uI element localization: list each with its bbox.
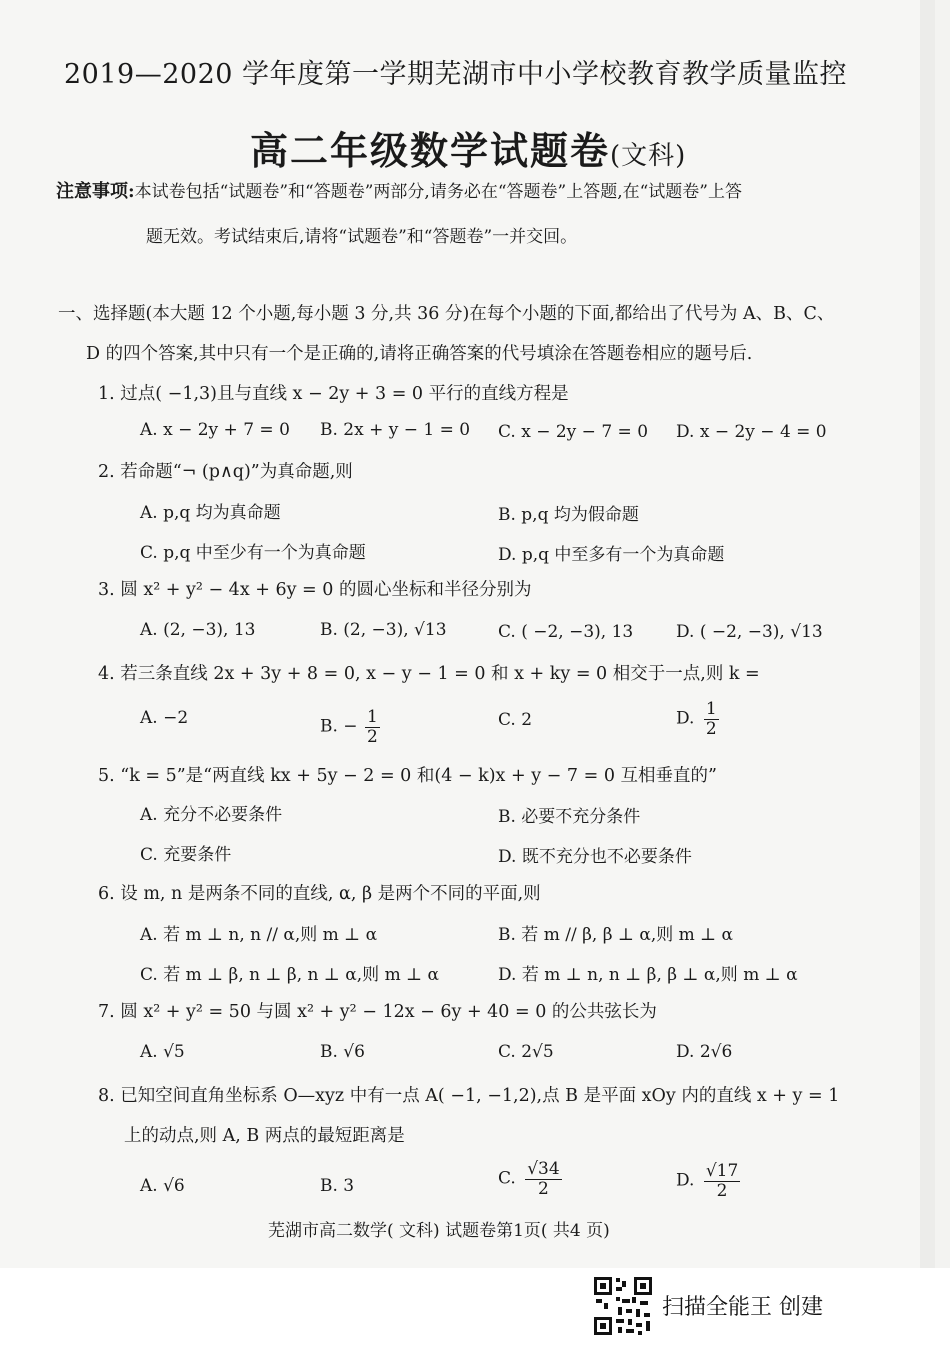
- fraction-denominator: 2: [366, 726, 378, 747]
- question-6-option-d: D. 若 m ⊥ n, n ⊥ β, β ⊥ α,则 m ⊥ α: [498, 965, 798, 985]
- question-4-option-a: A. −2: [140, 708, 189, 728]
- question-1-option-c: C. x − 2y − 7 = 0: [498, 422, 649, 442]
- fraction-denominator: 2: [705, 718, 717, 739]
- question-1-option-b: B. 2x + y − 1 = 0: [320, 420, 471, 440]
- question-8-option-d-label: D.: [676, 1170, 695, 1191]
- question-8-option-c: [498, 1160, 562, 1198]
- page-footer: 芜湖市高二数学( 文科) 试题卷第1页( 共4 页): [268, 1221, 610, 1241]
- question-7-option-b: B. √6: [320, 1042, 365, 1062]
- qr-code-icon: [592, 1275, 654, 1337]
- exam-subject: (文科): [610, 141, 687, 171]
- scanner-brand-text: 扫描全能王 创建: [662, 1295, 823, 1320]
- notice-text-1: 本试卷包括“试题卷”和“答题卷”两部分,请务必在“答题卷”上答题,在“试题卷”上答: [134, 182, 742, 202]
- question-4-option-d-label: D.: [676, 708, 695, 729]
- question-1-stem: 1. 过点( −1,3)且与直线 x − 2y + 3 = 0 平行的直线方程是: [98, 384, 569, 404]
- question-5-option-c: C. 充要条件: [140, 845, 232, 865]
- notice-line-1: [56, 177, 742, 203]
- question-5-stem: 5. “k = 5”是“两直线 kx + 5y − 2 = 0 和(4 − k)x + y − 7 = 0 互相垂直的”: [98, 766, 717, 786]
- fraction: [704, 700, 719, 738]
- notice-line-2: 题无效。考试结束后,请将“试题卷”和“答题卷”一并交回。: [146, 227, 578, 247]
- question-4-option-b-label: B. −: [320, 716, 358, 737]
- question-1-option-a: A. x − 2y + 7 = 0: [140, 420, 290, 440]
- question-2-option-b: B. p,q 均为假命题: [498, 505, 639, 525]
- question-8-stem: 8. 已知空间直角坐标系 O—xyz 中有一点 A( −1, −1,2),点 B 是平面 xOy 内的直线 x + y = 1: [98, 1086, 840, 1106]
- section-instructions-1: 一、选择题(本大题 12 个小题,每小题 3 分,共 36 分)在每个小题的下面,都给出了代号为 A、B、C、: [58, 304, 835, 324]
- fraction-numerator: √34: [527, 1159, 560, 1179]
- question-3-option-c: C. ( −2, −3), 13: [498, 622, 634, 642]
- question-3-option-a: A. (2, −3), 13: [140, 620, 256, 640]
- question-4-option-d: [676, 700, 719, 738]
- question-4-option-b: [320, 708, 380, 746]
- question-8-option-b: B. 3: [320, 1176, 355, 1196]
- question-2-stem: 2. 若命题“¬ (p∧q)”为真命题,则: [98, 462, 353, 482]
- fraction: [704, 1162, 740, 1200]
- question-1-option-d: D. x − 2y − 4 = 0: [676, 422, 827, 442]
- question-7-stem: 7. 圆 x² + y² = 50 与圆 x² + y² − 12x − 6y + 40 = 0 的公共弦长为: [98, 1002, 657, 1022]
- question-3-option-b: B. (2, −3), √13: [320, 620, 447, 640]
- question-6-option-c: C. 若 m ⊥ β, n ⊥ β, n ⊥ α,则 m ⊥ α: [140, 965, 439, 985]
- question-4-option-c: C. 2: [498, 710, 533, 730]
- section-instructions-2: D 的四个答案,其中只有一个是正确的,请将正确答案的代号填涂在答题卷相应的题号后.: [86, 344, 753, 364]
- fraction: [365, 708, 380, 746]
- question-7-option-d: D. 2√6: [676, 1042, 733, 1062]
- notice-label: 注意事项:: [56, 181, 135, 202]
- question-8-option-c-label: C.: [498, 1168, 516, 1189]
- question-6-option-a: A. 若 m ⊥ n, n // α,则 m ⊥ α: [140, 925, 378, 945]
- question-2-option-d: D. p,q 中至多有一个为真命题: [498, 545, 725, 565]
- exam-title: [250, 120, 686, 175]
- fraction-denominator: 2: [538, 1178, 549, 1199]
- fraction: [525, 1160, 561, 1198]
- fraction-numerator: 1: [366, 707, 378, 727]
- fraction-numerator: 1: [705, 699, 717, 719]
- question-8-option-a: A. √6: [140, 1176, 185, 1196]
- question-8-option-d: [676, 1162, 740, 1200]
- exam-title-text: 高二年级数学试题卷: [250, 128, 611, 173]
- fraction-numerator: √17: [705, 1161, 739, 1181]
- question-4-stem: 4. 若三条直线 2x + 3y + 8 = 0, x − y − 1 = 0 和 x + ky = 0 相交于一点,则 k =: [98, 664, 760, 684]
- question-5-option-d: D. 既不充分也不必要条件: [498, 847, 692, 867]
- fraction-denominator: 2: [716, 1180, 728, 1201]
- page-edge: [920, 0, 935, 1268]
- question-2-option-a: A. p,q 均为真命题: [140, 503, 281, 523]
- question-2-option-c: C. p,q 中至少有一个为真命题: [140, 543, 366, 563]
- exam-header-line: 2019—2020 学年度第一学期芜湖市中小学校教育教学质量监控: [64, 59, 848, 90]
- question-7-option-a: A. √5: [140, 1042, 185, 1062]
- question-6-stem: 6. 设 m, n 是两条不同的直线, α, β 是两个不同的平面,则: [98, 884, 541, 904]
- question-7-option-c: C. 2√5: [498, 1042, 554, 1062]
- question-8-stem-continued: 上的动点,则 A, B 两点的最短距离是: [124, 1126, 405, 1146]
- question-5-option-b: B. 必要不充分条件: [498, 807, 641, 827]
- question-3-option-d: D. ( −2, −3), √13: [676, 622, 823, 642]
- question-6-option-b: B. 若 m // β, β ⊥ α,则 m ⊥ α: [498, 925, 734, 945]
- question-3-stem: 3. 圆 x² + y² − 4x + 6y = 0 的圆心坐标和半径分别为: [98, 580, 532, 600]
- question-5-option-a: A. 充分不必要条件: [140, 805, 283, 825]
